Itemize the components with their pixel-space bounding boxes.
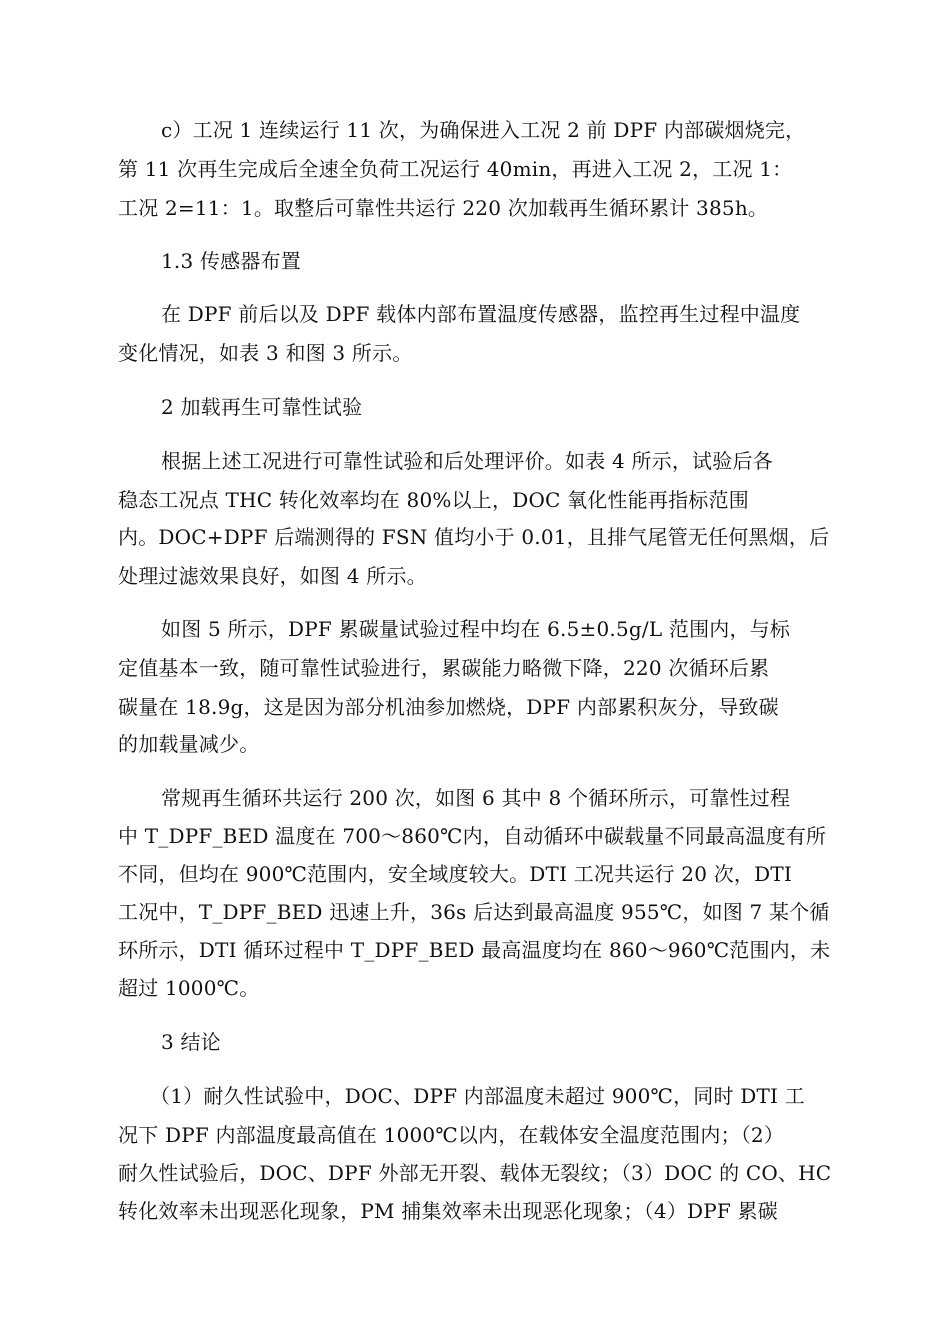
- paragraph-line: 耐久性试验后，DOC、DPF 外部无开裂、载体无裂纹；（3）DOC 的 CO、HC: [118, 1161, 832, 1185]
- paragraph-line: 处理过滤效果良好，如图 4 所示。: [118, 564, 427, 588]
- paragraph-line: （1）耐久性试验中，DOC、DPF 内部温度未超过 900℃，同时 DTI 工: [150, 1084, 805, 1108]
- paragraph-line: 内。DOC+DPF 后端测得的 FSN 值均小于 0.01，且排气尾管无任何黑烟，后: [118, 525, 830, 549]
- paragraph-line: 常规再生循环共运行 200 次，如图 6 其中 8 个循环所示，可靠性过程: [161, 786, 791, 810]
- paragraph-line: 的加载量减少。: [118, 732, 260, 756]
- paragraph-line: 碳量在 18.9g，这是因为部分机油参加燃烧，DPF 内部累积灰分，导致碳: [118, 695, 779, 719]
- paragraph-line: 转化效率未出现恶化现象，PM 捕集效率未出现恶化现象；（4）DPF 累碳: [118, 1199, 778, 1223]
- paragraph-line: 不同，但均在 900℃范围内，安全域度较大。DTI 工况共运行 20 次，DTI: [118, 862, 792, 886]
- paragraph-line: 况下 DPF 内部温度最高值在 1000℃以内，在载体安全温度范围内；（2）: [118, 1123, 785, 1147]
- paragraph-line: 变化情况，如表 3 和图 3 所示。: [118, 341, 413, 365]
- paragraph-line: 中 T_DPF_BED 温度在 700～860℃内，自动循环中碳载量不同最高温度有所: [118, 824, 827, 848]
- paragraph-line: 环所示，DTI 循环过程中 T_DPF_BED 最高温度均在 860～960℃范围内，未: [118, 938, 831, 962]
- paragraph-line: c）工况 1 连续运行 11 次，为确保进入工况 2 前 DPF 内部碳烟烧完，: [161, 118, 806, 142]
- paragraph-line: 稳态工况点 THC 转化效率均在 80%以上，DOC 氧化性能再指标范围: [118, 488, 749, 512]
- paragraph-line: 如图 5 所示，DPF 累碳量试验过程中均在 6.5±0.5g/L 范围内，与标: [161, 617, 791, 641]
- paragraph-line: 工况中，T_DPF_BED 迅速上升，36s 后达到最高温度 955℃，如图 7 某个循: [118, 900, 830, 924]
- paragraph-line: 定值基本一致，随可靠性试验进行，累碳能力略微下降，220 次循环后累: [118, 656, 770, 680]
- section-heading: 3 结论: [161, 1030, 221, 1054]
- paragraph-line: 第 11 次再生完成后全速全负荷工况运行 40min，再进入工况 2，工况 1：: [118, 157, 793, 181]
- paragraph-line: 在 DPF 前后以及 DPF 载体内部布置温度传感器，监控再生过程中温度: [161, 302, 801, 326]
- paragraph-line: 超过 1000℃。: [118, 976, 260, 1000]
- paragraph-line: 根据上述工况进行可靠性试验和后处理评价。如表 4 所示，试验后各: [161, 449, 773, 473]
- paragraph-line: 工况 2=11：1。取整后可靠性共运行 220 次加载再生循环累计 385h。: [118, 196, 769, 220]
- section-heading: 2 加载再生可靠性试验: [161, 395, 363, 419]
- section-heading: 1.3 传感器布置: [161, 249, 301, 273]
